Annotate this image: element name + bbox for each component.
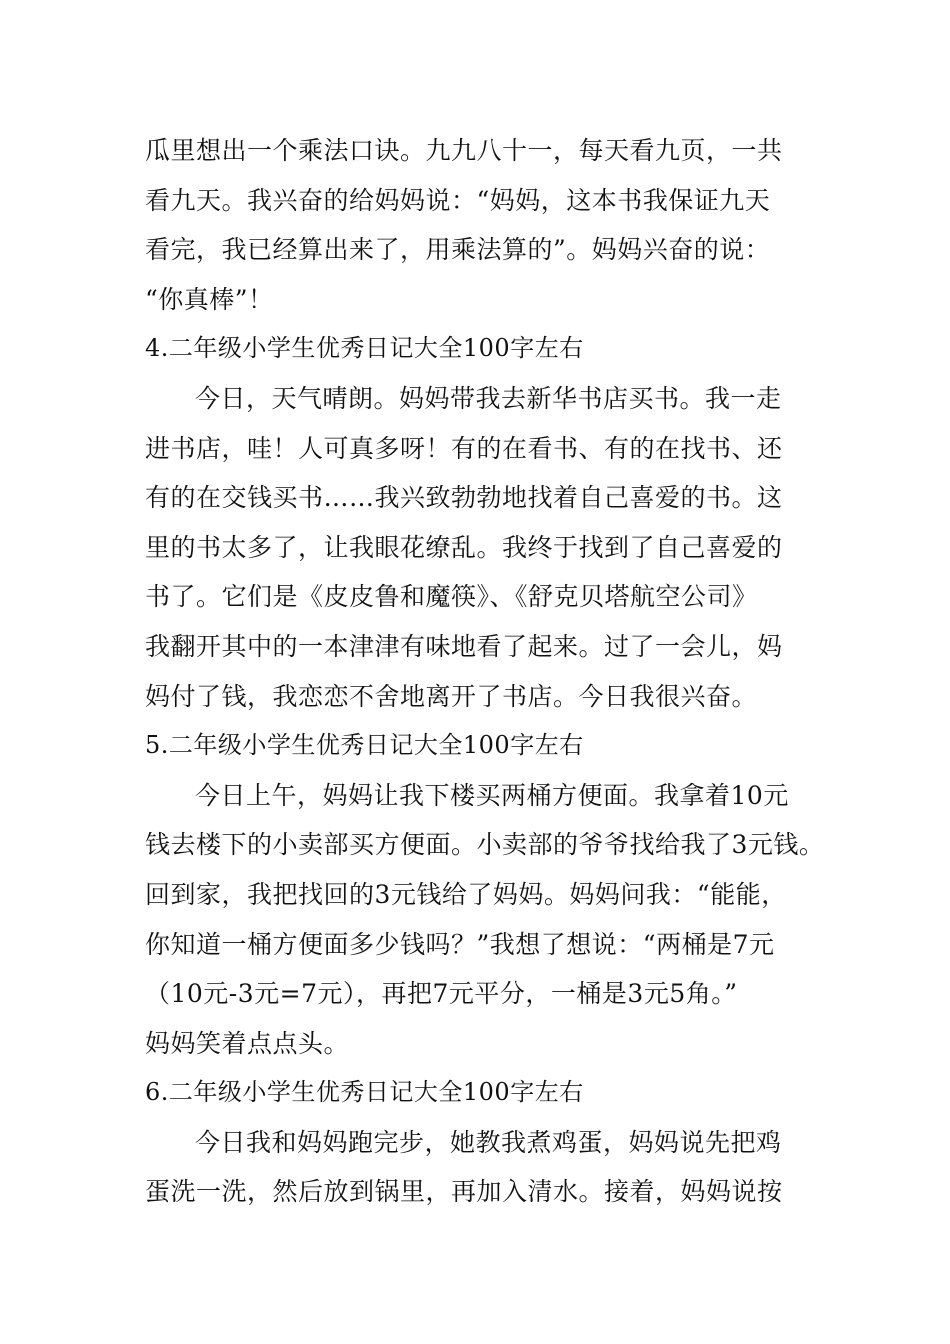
section-heading-5: 5.二年级小学生优秀日记大全100字左右: [145, 731, 584, 760]
text-line: 进书店，哇！人可真多呀！有的在看书、有的在找书、还: [145, 433, 783, 463]
text-line: “你真棒”！: [145, 284, 274, 314]
paragraph-4: [145, 374, 810, 721]
text-line: 你知道一桶方便面多少钱吗？”我想了想说：“两桶是7元: [145, 929, 775, 959]
text-line: 有的在交钱买书……我兴致勃勃地找着自己喜爱的书。这: [145, 483, 783, 513]
text-line: 看九天。我兴奋的给妈妈说：“妈妈，这本书我保证九天: [145, 185, 771, 215]
text-line: 看完，我已经算出来了，用乘法算的”。妈妈兴奋的说：: [145, 235, 771, 265]
paragraph-5: [145, 771, 825, 1069]
text-line: 里的书太多了，让我眼花缭乱。我终于找到了自己喜爱的: [145, 532, 783, 562]
text-line: 妈妈笑着点点头。: [145, 1028, 350, 1058]
text-line: 蛋洗一洗，然后放到锅里，再加入清水。接着，妈妈说按: [145, 1177, 783, 1207]
text-line: （10元-3元=7元），再把7元平分，一桶是3元5角。”: [145, 979, 738, 1009]
text-line: 书了。它们是《皮皮鲁和魔筷》、《舒克贝塔航空公司》: [145, 582, 758, 612]
text-line: 今日，天气晴朗。妈妈带我去新华书店买书。我一走: [195, 383, 782, 413]
text-line: 钱去楼下的小卖部买方便面。小卖部的爷爷找给我了3元钱。: [145, 830, 825, 860]
text-line: 妈付了钱，我恋恋不舍地离开了书店。今日我很兴奋。: [145, 681, 758, 711]
text-line: 回到家，我把找回的3元钱给了妈妈。妈妈问我：“能能，: [145, 879, 787, 909]
document-page: [145, 126, 825, 1217]
section-heading-6: 6.二年级小学生优秀日记大全100字左右: [145, 1078, 584, 1107]
paragraph-continued: [145, 126, 810, 324]
text-line: 今日上午，妈妈让我下楼买两桶方便面。我拿着10元: [195, 780, 789, 810]
section-heading-4: 4.二年级小学生优秀日记大全100字左右: [145, 334, 584, 363]
text-line: 我翻开其中的一本津津有味地看了起来。过了一会儿，妈: [145, 631, 783, 661]
text-line: 瓜里想出一个乘法口诀。九九八十一，每天看九页，一共: [145, 136, 783, 165]
text-line: 今日我和妈妈跑完步，她教我煮鸡蛋，妈妈说先把鸡: [195, 1127, 782, 1157]
paragraph-6: [145, 1118, 810, 1217]
